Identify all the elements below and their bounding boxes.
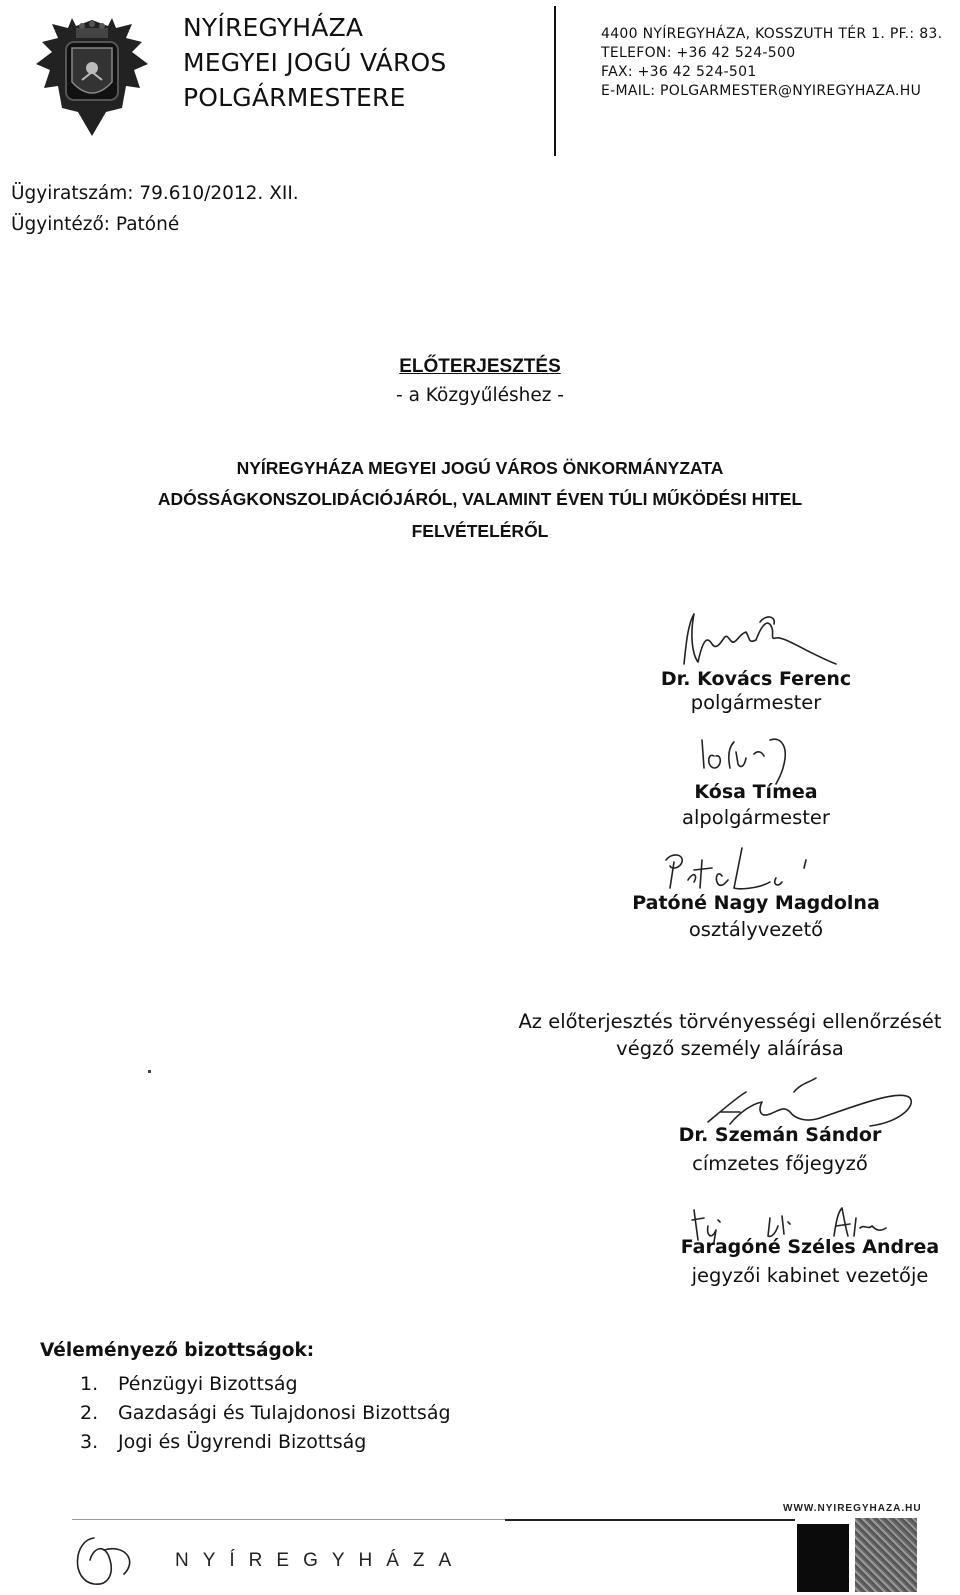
case-handler: Ügyintéző: Patóné xyxy=(11,214,180,235)
document-subheading: - a Közgyűléshez - xyxy=(396,385,564,406)
legality-signer-1-role: címzetes főjegyző xyxy=(692,1152,868,1175)
header-title-line-2: MEGYEI JOGÚ VÁROS xyxy=(183,48,447,77)
document-title-line-3: FELVÉTELÉRŐL xyxy=(411,521,549,541)
footer-url: WWW.NYIREGYHAZA.HU xyxy=(783,1503,922,1514)
document-title-line-2: ADÓSSÁGKONSZOLIDÁCIÓJÁRÓL, VALAMINT ÉVEN TÚLI MŰKÖDÉSI HITEL xyxy=(157,489,803,509)
document-heading: ELŐTERJESZTÉS xyxy=(399,356,561,377)
stray-mark xyxy=(148,1070,151,1073)
list-item xyxy=(80,1370,451,1399)
footer-rule-right xyxy=(505,1519,795,1521)
signatory-1-role: polgármester xyxy=(690,691,822,714)
legality-signer-2-role: jegyzői kabinet vezetője xyxy=(691,1264,929,1287)
legality-text-line-1: Az előterjesztés törvényességi ellenőrzését xyxy=(518,1010,942,1033)
signatory-3-role: osztályvezető xyxy=(688,918,824,941)
legality-signer-1-name: Dr. Szemán Sándor xyxy=(678,1124,882,1146)
legality-signer-2-name: Faragóné Széles Andrea xyxy=(680,1236,940,1258)
signatory-2-name: Kósa Tímea xyxy=(694,781,818,803)
list-item-label: Pénzügyi Bizottság xyxy=(118,1373,298,1395)
contact-address: 4400 NYÍREGYHÁZA, KOSSZUTH TÉR 1. PF.: 83. xyxy=(601,26,943,42)
coat-of-arms-icon xyxy=(22,12,162,142)
document-title-line-1: NYÍREGYHÁZA MEGYEI JOGÚ VÁROS ÖNKORMÁNYZATA xyxy=(236,458,724,478)
list-item-number: 1. xyxy=(80,1373,99,1395)
contact-phone: TELEFON: +36 42 524-500 xyxy=(601,45,796,61)
contact-fax: FAX: +36 42 524-501 xyxy=(601,64,757,80)
footer-pattern-block xyxy=(855,1518,917,1592)
list-item-label: Gazdasági és Tulajdonosi Bizottság xyxy=(118,1402,451,1424)
signatory-2-role: alpolgármester xyxy=(682,806,830,829)
file-number: Ügyiratszám: 79.610/2012. XII. xyxy=(11,183,299,204)
list-item-number: 3. xyxy=(80,1431,99,1453)
footer-logo-icon xyxy=(64,1530,154,1595)
legality-text-line-2: végző személy aláírása xyxy=(616,1037,844,1060)
list-item-number: 2. xyxy=(80,1402,99,1424)
contact-email: E-MAIL: POLGARMESTER@NYIREGYHAZA.HU xyxy=(601,83,922,99)
header-title-line-1: NYÍREGYHÁZA xyxy=(183,13,364,42)
footer-brand: NYÍREGYHÁZA xyxy=(175,1550,466,1571)
signatory-1-name: Dr. Kovács Ferenc xyxy=(660,668,852,690)
footer-dark-block xyxy=(797,1524,849,1592)
list-item xyxy=(80,1399,451,1428)
list-item xyxy=(80,1428,451,1457)
signatory-3-name: Patóné Nagy Magdolna xyxy=(632,892,880,914)
header-title-line-3: POLGÁRMESTERE xyxy=(183,83,406,112)
committees-title: Véleményező bizottságok: xyxy=(40,1340,315,1361)
list-item-label: Jogi és Ügyrendi Bizottság xyxy=(118,1431,367,1453)
footer-rule-left xyxy=(72,1519,528,1520)
header-divider xyxy=(554,6,556,156)
committees-list xyxy=(80,1370,451,1457)
